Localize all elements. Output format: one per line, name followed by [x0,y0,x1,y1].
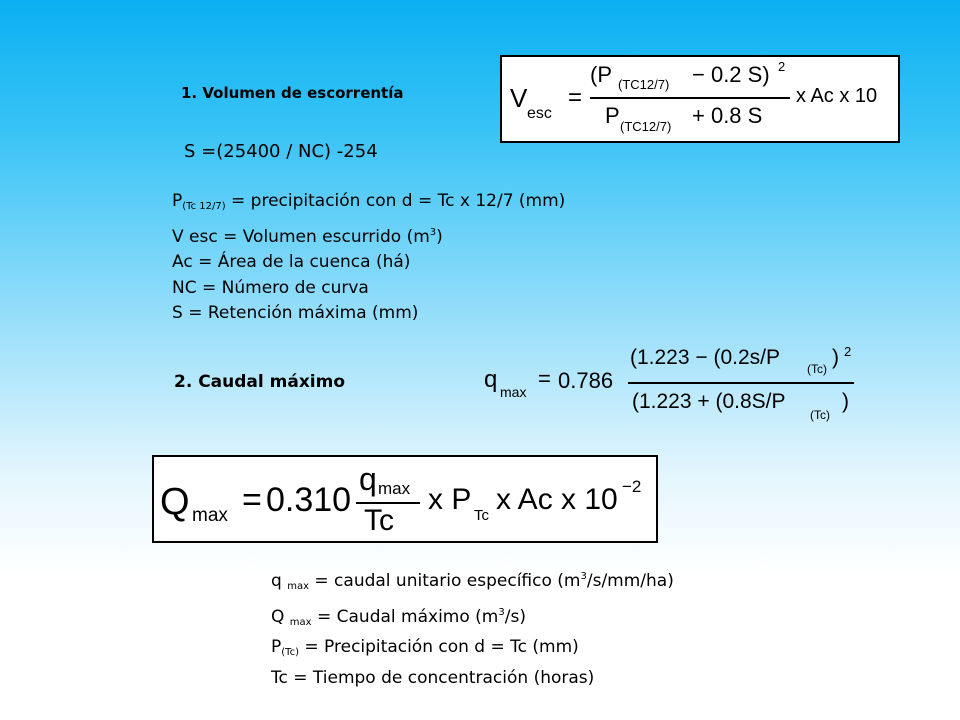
eq1-num-open: (P [590,62,612,87]
definition-p-tc: $P_{(Tc)}$ = Precipitación con d = Tc (mm) [271,637,579,658]
eq3-x-p: x P [428,483,472,516]
eq2-num-a: (1.223 − (0.2s/P [630,346,781,369]
eq3-den: Tc [364,504,394,537]
eq1-den-rest: + 0.8 S [692,103,763,128]
section-1-title: 1. Volumen de escorrentía [181,84,404,102]
eq2-num-exp: 2 [844,344,852,359]
eq2-fraction-bar [628,382,854,384]
s-formula: S =(25400 / NC) -254 [184,141,378,162]
peak-discharge-equation [152,455,658,543]
definition-tc: Tc = Tiempo de concentración (horas) [271,667,595,688]
definition-ac: Ac = Área de la cuenca (há) [172,252,411,272]
eq3-equals: = [242,481,262,519]
eq2-den-sub: (Tc) [810,408,830,422]
eq1-fraction-bar [590,97,790,99]
eq3-q-sub: max [192,505,228,526]
definitions-2 [271,564,674,691]
eq2-num-b: ) [832,346,839,369]
unit-peak-discharge-equation [480,342,860,432]
eq3-tail: x Ac x 10 [496,483,618,516]
definition-q-max-unit: q $_{max}$ = caudal unitario específico $(m^3/s/mm/ha)$ [271,571,674,592]
eq3-num-q: q [359,461,377,497]
eq2-q-sub: max [500,384,527,400]
eq2-den-a: (1.223 + (0.8S/P [632,390,786,413]
runoff-volume-equation [500,55,900,143]
eq2-num-sub: (Tc) [807,362,827,376]
eq3-num-sub: max [378,479,411,498]
eq1-num-exp: 2 [778,59,786,74]
eq1-den-p: P [605,103,620,128]
eq1-esc: esc [527,105,552,122]
definition-s: S = Retención máxima (mm) [172,303,419,323]
eq1-den-sub: (TC12/7) [620,119,672,134]
eq2-equals: = [538,366,551,391]
eq2-den-b: ) [842,390,849,413]
eq1-v: V [510,83,528,113]
eq1-num-rest: − 0.2 S) [692,62,770,87]
eq3-coef: 0.310 [266,481,352,519]
eq3-p-sub: Tc [474,507,489,524]
definition-nc: NC = Número de curva [172,277,369,298]
eq3-exp: −2 [622,477,642,496]
section-2-title: 2. Caudal máximo [174,372,346,392]
eq2-coef: 0.786 [558,368,614,393]
eq1-equals: = [568,84,583,111]
definition-q-max: Q $_{max}$ = Caudal máximo $(m^3/s)$ [271,606,526,628]
eq1-num-sub: (TC12/7) [618,77,670,92]
definitions-1 [172,189,565,327]
eq3-q: Q [160,481,190,523]
definition-p-tc127: $P_{(Tc 12/7)}$ = precipitación con d = Tc x 12/7 (mm) [172,191,566,212]
eq2-q: q [484,366,498,393]
definition-v-esc: V esc = Volumen escurrido $(m^3)$ [172,226,443,247]
eq1-tail: x Ac x 10 [796,85,878,107]
